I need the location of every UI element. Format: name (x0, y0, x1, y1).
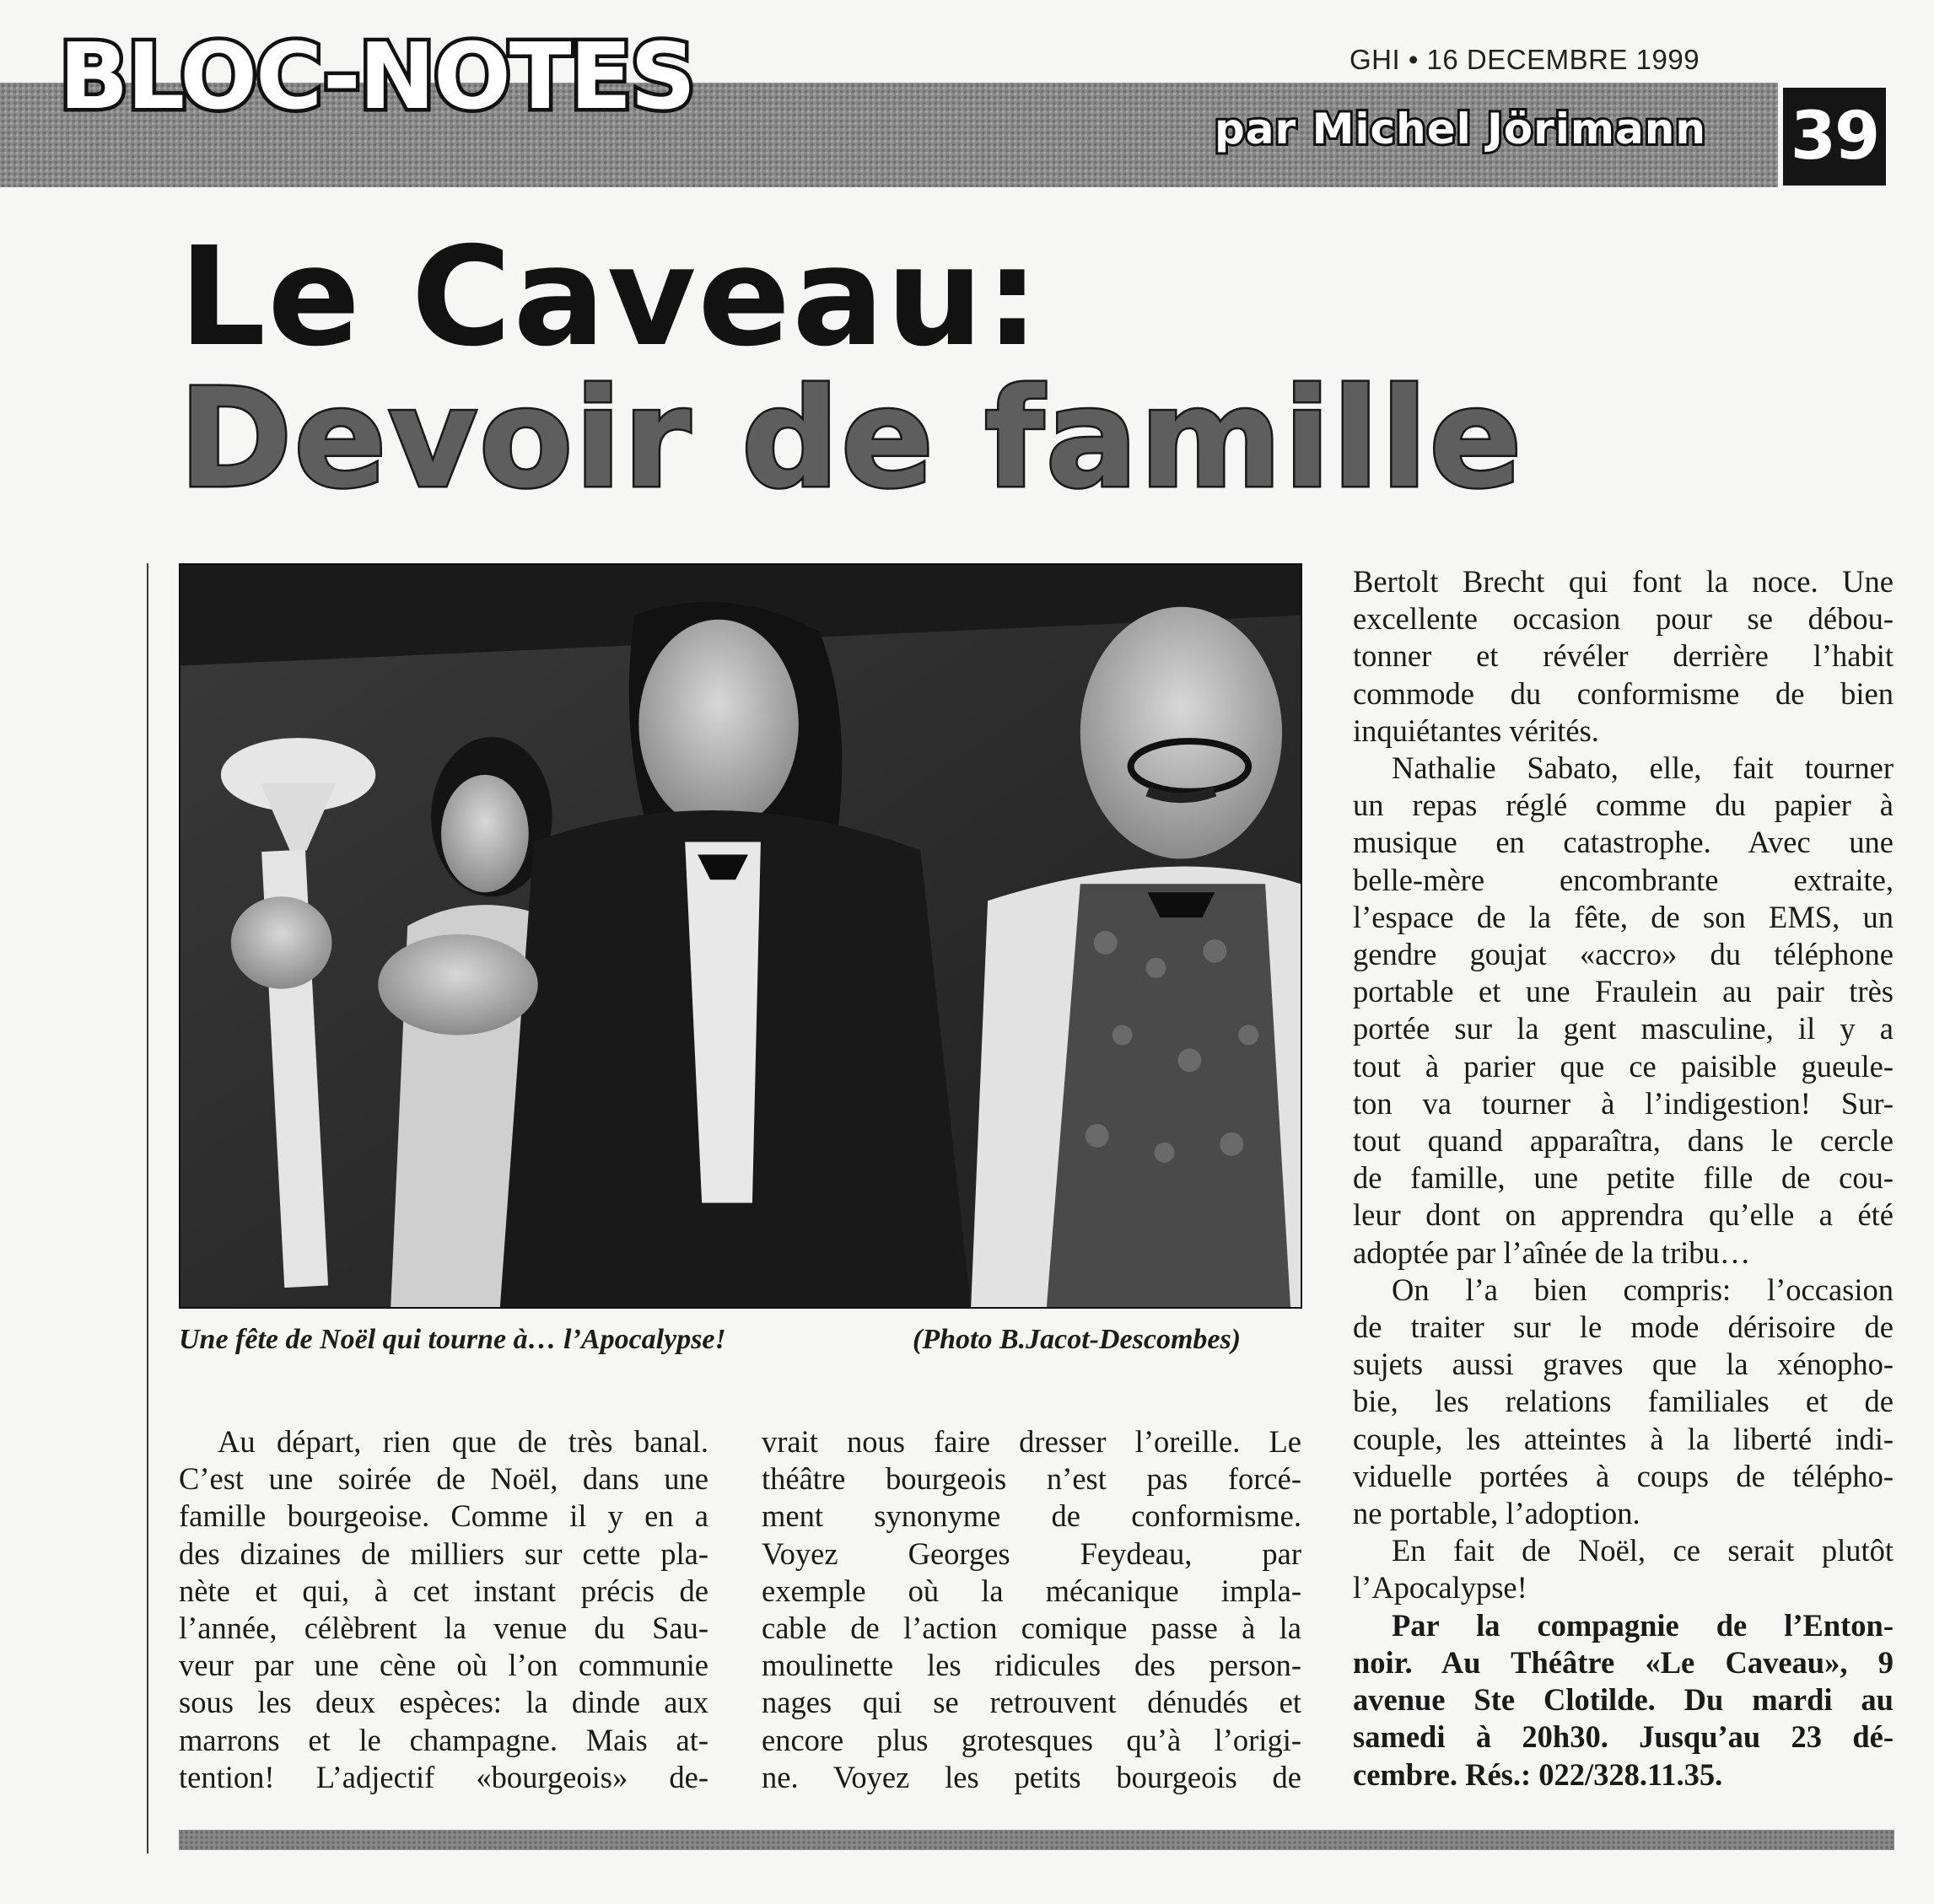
text-line: C’est une soirée de Noël, dans une (179, 1461, 708, 1497)
column-rule (147, 563, 148, 1853)
info-line: Par la compagnie de l’Enton- (1392, 1607, 1894, 1643)
text-line: ton va tourner à l’indigestion! Sur- (1353, 1085, 1894, 1121)
text-line: Nathalie Sabato, elle, fait tourner (1392, 750, 1894, 786)
text-line: marrons et le champagne. Mais at- (179, 1722, 708, 1757)
text-line: adoptée par l’aînée de la tribu… (1353, 1234, 1751, 1270)
text-line: On l’a bien compris: l’occasion (1392, 1272, 1894, 1307)
text-line: inquiétantes vérités. (1353, 713, 1599, 748)
text-line: un repas réglé comme du papier à (1353, 788, 1894, 823)
text-line: Voyez Georges Feydeau, par (762, 1536, 1301, 1571)
text-line: exemple où la mécanique impla- (762, 1573, 1301, 1608)
text-line: l’année, célèbrent la venue du Sau- (179, 1611, 708, 1646)
text-line: tention! L’adjectif «bourgeois» de- (179, 1759, 708, 1794)
photo-caption: Une fête de Noël qui tourne à… l’Apocalypse! (179, 1324, 726, 1355)
text-line: ment synonyme de conformisme. (762, 1498, 1301, 1534)
text-line: l’Apocalypse! (1353, 1570, 1527, 1605)
text-line: musique en catastrophe. Avec une (1353, 825, 1894, 860)
article-column-3 (1353, 563, 1894, 1794)
footer-band (179, 1830, 1894, 1850)
text-line: théâtre bourgeois n’est pas forcé- (762, 1461, 1301, 1497)
text-line: cable de l’action comique passe à la (762, 1611, 1301, 1646)
article-column-1 (179, 1423, 708, 1796)
text-line: des dizaines de milliers sur cette pla- (179, 1536, 708, 1571)
info-line: avenue Ste Clotilde. Du mardi au (1353, 1682, 1894, 1718)
text-line: Bertolt Brecht qui font la noce. Une (1353, 564, 1894, 599)
text-line: nète et qui, à cet instant précis de (179, 1573, 708, 1608)
text-line: couple, les atteintes à la liberté indi- (1353, 1421, 1894, 1456)
text-line: En fait de Noël, ce serait plutôt (1392, 1533, 1894, 1568)
page-number: 39 (1783, 88, 1886, 186)
text-line: vrait nous faire dresser l’oreille. Le (762, 1424, 1301, 1459)
photo-credit: (Photo B.Jacot-Descombes) (913, 1324, 1242, 1355)
article-photo (179, 563, 1302, 1309)
text-line: moulinette les ridicules des person- (762, 1648, 1301, 1683)
text-line: belle-mère encombrante extraite, (1353, 862, 1894, 897)
text-line: veur par une cène où l’on communie (179, 1648, 708, 1683)
text-line: ne portable, l’adoption. (1353, 1496, 1640, 1531)
info-line: noir. Au Théâtre «Le Caveau», 9 (1353, 1644, 1894, 1680)
text-line: tonner et révéler derrière l’habit (1353, 638, 1894, 674)
byline: par Michel Jörimann (1215, 105, 1706, 153)
text-line: tout quand apparaîtra, dans le cercle (1353, 1123, 1894, 1159)
text-line: tout à parier que ce paisible gueule- (1353, 1048, 1894, 1084)
text-line: ne. Voyez les petits bourgeois de (762, 1759, 1301, 1794)
text-line: portable et une Fraulein au pair très (1353, 974, 1894, 1009)
article-column-2 (762, 1423, 1301, 1796)
text-line: gendre goujat «accro» du téléphone (1353, 937, 1894, 972)
info-line: cembre. Rés.: 022/328.11.35. (1353, 1756, 1723, 1792)
text-line: leur dont on apprendra qu’elle a été (1353, 1197, 1894, 1233)
headline-line-1: Le Caveau: (179, 218, 1042, 377)
text-line: sujets aussi graves que la xénopho- (1353, 1347, 1894, 1382)
text-line: l’espace de la fête, de son EMS, un (1353, 899, 1894, 934)
text-line: Au départ, rien que de très banal. (218, 1424, 708, 1459)
text-line: nages qui se retrouvent dénudés et (762, 1685, 1301, 1720)
text-line: portée sur la gent masculine, il y a (1353, 1011, 1894, 1046)
publication-date: GHI • 16 DECEMBRE 1999 (1349, 44, 1700, 75)
text-line: de famille, une petite fille de cou- (1353, 1160, 1894, 1196)
text-line: sous les deux espèces: la dinde aux (179, 1685, 708, 1720)
text-line: encore plus grotesques qu’à l’origi- (762, 1722, 1301, 1757)
text-line: bie, les relations familiales et de (1353, 1384, 1894, 1419)
text-line: commode du conformisme de bien (1353, 675, 1894, 711)
text-line: viduelle portées à coups de télépho- (1353, 1458, 1894, 1493)
section-title: BLOC-NOTES (59, 24, 695, 130)
info-line: samedi à 20h30. Jusqu’au 23 dé- (1353, 1719, 1894, 1755)
text-line: famille bourgeoise. Comme il y en a (179, 1498, 708, 1534)
headline-line-2: Devoir de famille (179, 360, 1524, 519)
photo-illustration (180, 565, 1301, 1307)
text-line: excellente occasion pour se débou- (1353, 601, 1894, 637)
text-line: de traiter sur le mode dérisoire de (1353, 1310, 1894, 1345)
